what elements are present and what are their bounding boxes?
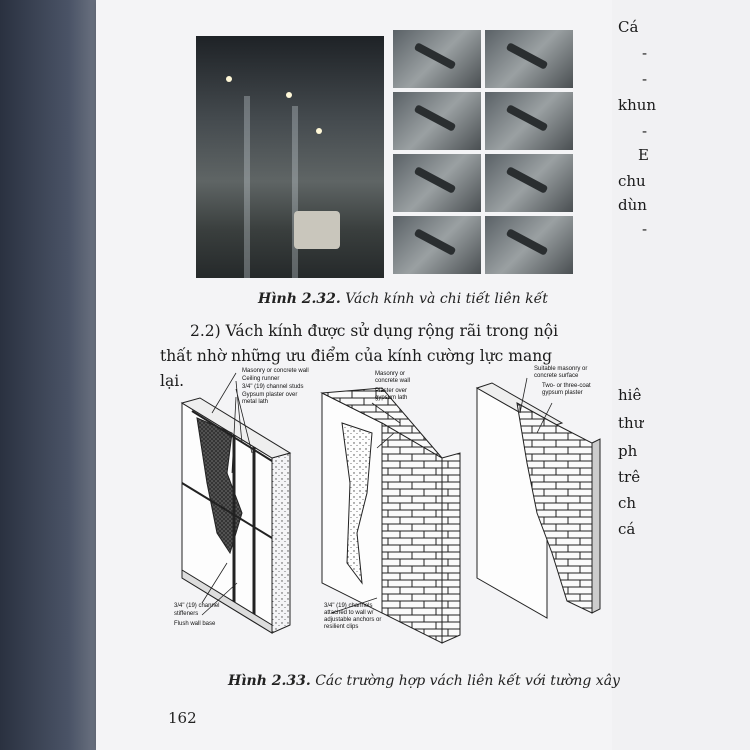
callout-label: 3/4" (19) channel studs xyxy=(242,384,304,390)
body-paragraph: 2.2) Vách kính được sử dụng rộng rãi trong nội thất nhờ những ưu điểm của kính cường lực mang lại. xyxy=(160,322,559,390)
next-page-fragment: E xyxy=(638,146,649,164)
detail-photo xyxy=(393,154,481,212)
callout-label: Plaster over xyxy=(375,388,408,394)
next-page-fragment: - xyxy=(642,70,648,88)
next-page-fragment: - xyxy=(642,220,648,238)
detail-photo xyxy=(393,216,481,274)
callout-label: metal lath xyxy=(242,399,269,405)
next-page-fragment: thư xyxy=(618,414,644,432)
figure-label: Hình 2.33. xyxy=(228,673,311,689)
figure-title: Vách kính và chi tiết liên kết xyxy=(345,291,548,307)
diagram-3-direct-plaster xyxy=(477,378,600,618)
desk-background-left xyxy=(0,0,98,750)
callout-label: resilient clips xyxy=(324,624,359,630)
page-number: 162 xyxy=(168,709,197,727)
connection-detail-photo-grid xyxy=(393,30,575,275)
callout-label: Masonry or concrete wall xyxy=(242,368,309,374)
next-page-fragment: trê xyxy=(618,468,641,486)
next-page-fragment: - xyxy=(642,122,648,140)
wall-connection-diagrams xyxy=(172,363,612,668)
detail-photo xyxy=(485,92,573,150)
glass-partition-photo xyxy=(196,36,384,278)
callout-label: 3/4" (19) channel xyxy=(174,603,220,609)
callout-label: Suitable masonry or xyxy=(534,366,588,372)
callout-label: gypsum plaster xyxy=(542,390,583,396)
callout-label: adjustable anchors or xyxy=(324,617,382,623)
figure-2-32-caption xyxy=(258,291,548,307)
callout-label: Ceiling runner xyxy=(242,376,280,382)
next-page-fragment: ph xyxy=(618,442,638,460)
callout-label: 3/4" (19) channels xyxy=(324,603,373,609)
detail-photo xyxy=(485,216,573,274)
next-page-fragment: dùn xyxy=(618,196,647,214)
next-page-fragment: ch xyxy=(618,494,637,512)
wall-section-drawings xyxy=(172,363,612,668)
detail-photo xyxy=(485,154,573,212)
callout-label: gypsum lath xyxy=(375,395,408,401)
diagram-1-stud-partition xyxy=(182,373,290,633)
callout-label: Flush wall base xyxy=(174,621,216,627)
callout-label: concrete surface xyxy=(534,373,579,379)
callout-label: Two- or three-coat xyxy=(542,383,591,389)
figure-2-33-caption xyxy=(228,673,620,689)
detail-photo xyxy=(485,30,573,88)
callout-label: Masonry or xyxy=(375,371,406,377)
figure-label: Hình 2.32. xyxy=(258,291,341,307)
next-page-fragment: Cá xyxy=(618,18,639,36)
callout-label: attached to wall w/ xyxy=(324,610,374,616)
detail-photo xyxy=(393,92,481,150)
next-page-fragment: hiê xyxy=(618,386,642,404)
callout-label: concrete wall xyxy=(375,378,411,384)
next-page-fragment: - xyxy=(642,44,648,62)
next-page-fragment: khun xyxy=(618,96,657,114)
next-page-fragment: cá xyxy=(618,520,636,538)
detail-photo xyxy=(393,30,481,88)
callout-label: Gypsum plaster over xyxy=(242,392,298,398)
next-book-page xyxy=(612,0,750,750)
figure-title: Các trường hợp vách liên kết với tường xây xyxy=(315,673,620,689)
callout-label: stiffeners xyxy=(174,611,199,617)
next-page-fragment: chu xyxy=(618,172,646,190)
